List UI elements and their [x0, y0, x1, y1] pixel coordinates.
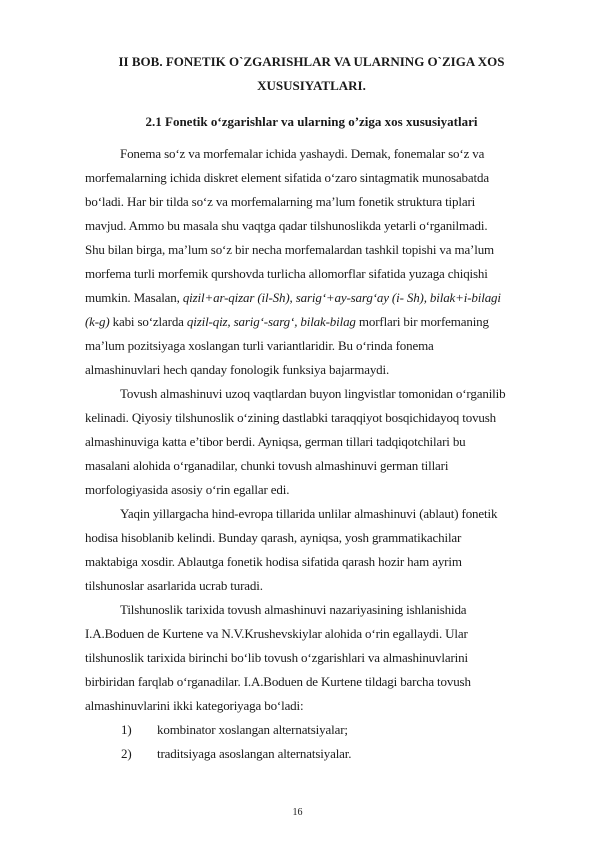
example-text: qizil-qiz, sarig‘-sarg‘, bilak-bilag	[186, 314, 356, 329]
section-title: 2.1 Fonetik o‘zgarishlar va ularning o’ziga xos xususiyatlari	[145, 114, 478, 129]
paragraph-line: Yaqin yillargacha hind-evropa tillarida unlilar almashinuvi (ablaut) fonetik	[120, 506, 498, 521]
list-item-text: kombinator xoslangan alternatsiyalar;	[157, 722, 348, 737]
text-run: mumkin. Masalan,	[85, 290, 183, 305]
paragraph-line: bo‘ladi. Har bir tilda so‘z va morfemalarning ma’lum fonetik struktura tiplari	[85, 194, 476, 209]
paragraph-line: Shu bilan birga, ma’lum so‘z bir necha morfemalardan tashkil topishi va ma’lum	[85, 242, 495, 257]
list-item-number: 1)	[121, 722, 132, 737]
chapter-title-line-1: II BOB. FONETIK O`ZGARISHLAR VA ULARNING O`ZIGA XOS	[118, 54, 505, 69]
paragraph-line	[85, 289, 501, 307]
example-text: (k-g)	[85, 314, 110, 329]
paragraph-line: Tilshunoslik tarixida tovush almashinuvi nazariyasining ishlanishida	[120, 602, 467, 617]
paragraph-line: almashinuviga katta e’tibor berdi. Ayniqsa, german tillari tadqiqotchilari bu	[85, 434, 466, 449]
paragraph-line: almashinuvlari hech qanday fonologik funksiya bajarmaydi.	[85, 362, 390, 377]
example-text: qizil+ar-qizar (il-Sh), sarig‘+ay-sarg‘ay (i- Sh), bilak+i-bilagi	[182, 290, 501, 305]
paragraph-line: almashinuvlarini ikki kategoriyaga bo‘ladi:	[85, 698, 304, 713]
list-item-text: traditsiyaga asoslangan alternatsiyalar.	[157, 746, 352, 761]
paragraph-line	[85, 313, 489, 331]
paragraph-line: morfemalarning ichida diskret element sifatida o‘zaro sintagmatik munosabatda	[85, 170, 489, 185]
paragraph-line: tilshunoslar asarlarida ucrab turadi.	[85, 578, 263, 593]
paragraph-line: Tovush almashinuvi uzoq vaqtlardan buyon lingvistlar tomonidan o‘rganilib	[120, 386, 506, 401]
paragraph-line: mavjud. Ammo bu masala shu vaqtga qadar tilshunoslikda yetarli o‘rganilmadi.	[85, 218, 488, 233]
paragraph-line: kelinadi. Qiyosiy tilshunoslik o‘zining dastlabki taraqqiyot bosqichidayoq tovush	[85, 410, 497, 425]
chapter-title-line-2: XUSUSIYATLARI.	[257, 78, 366, 93]
paragraph-line: morfema turli morfemik qurshovda turlicha allomorflar sifatida yuzaga chiqishi	[85, 266, 488, 281]
text-run: kabi so‘zlarda	[109, 314, 187, 329]
paragraph-line: hodisa hisoblanib kelindi. Bunday qarash, ayniqsa, yosh grammatikachilar	[85, 530, 462, 545]
paragraph-line: I.A.Boduen de Kurtene va N.V.Krushevskiylar alohida o‘rin egallaydi. Ular	[85, 626, 468, 641]
paragraph-line: maktabiga xosdir. Ablautga fonetik hodisa sifatida qarash hozir ham ayrim	[85, 554, 462, 569]
paragraph-line: ma’lum pozitsiyaga xoslangan turli variantlaridir. Bu o‘rinda fonema	[85, 338, 434, 353]
list-item-number: 2)	[121, 746, 132, 761]
paragraph-line: masalani alohida o‘rganadilar, chunki tovush almashinuvi german tillari	[85, 458, 449, 473]
paragraph-line: birbiridan farqlab o‘rganadilar. I.A.Boduen de Kurtene tildagi barcha tovush	[85, 674, 471, 689]
page-number: 16	[292, 807, 303, 818]
paragraph-line: Fonema so‘z va morfemalar ichida yashaydi. Demak, fonemalar so‘z va	[120, 146, 485, 161]
paragraph-line: tilshunoslik tarixida birinchi bo‘lib tovush o‘zgarishlari va almashinuvlarini	[85, 650, 468, 665]
text-run: morflari bir morfemaning	[355, 314, 489, 329]
paragraph-line: morfologiyasida asosiy o‘rin egallar edi.	[85, 482, 290, 497]
